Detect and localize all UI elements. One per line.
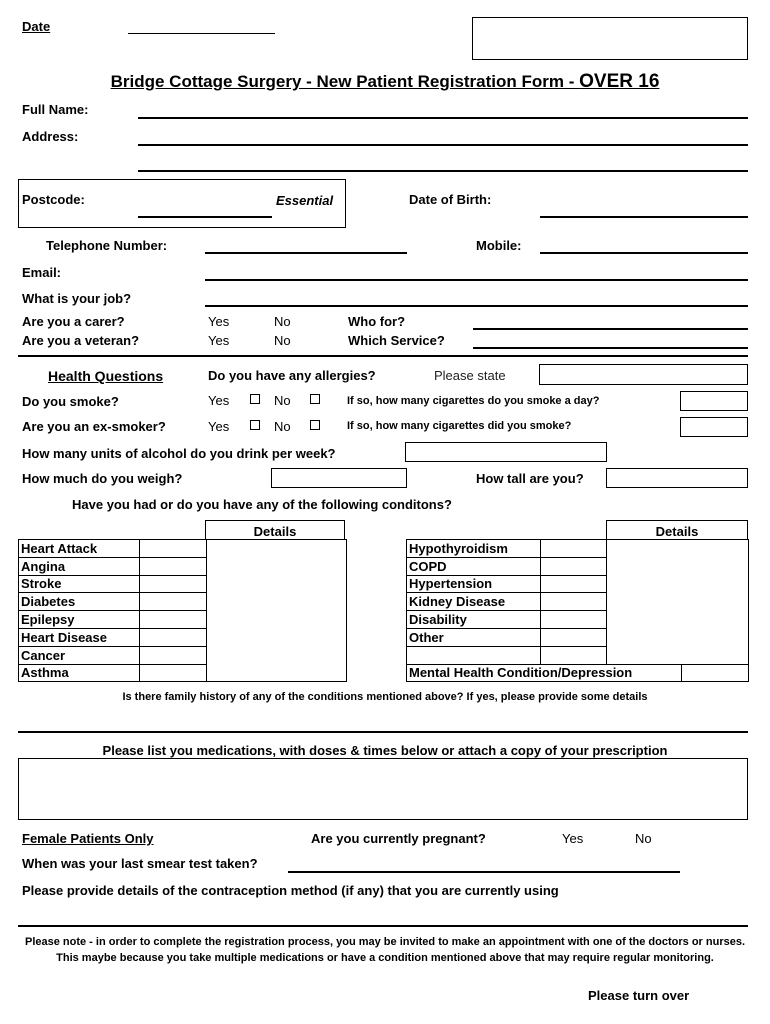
condition-name: Hypertension bbox=[407, 575, 541, 593]
who-for-label: Who for? bbox=[348, 314, 406, 329]
condition-check[interactable] bbox=[541, 540, 607, 558]
condition-check[interactable] bbox=[541, 611, 607, 629]
date-field[interactable] bbox=[128, 33, 275, 34]
condition-name: Asthma bbox=[19, 664, 140, 682]
condition-name: Epilepsy bbox=[19, 611, 140, 629]
mobile-field[interactable] bbox=[540, 252, 748, 254]
veteran-label: Are you a veteran? bbox=[22, 333, 140, 348]
email-label: Email: bbox=[22, 265, 62, 280]
pregnant-no[interactable]: No bbox=[635, 831, 652, 846]
table-row bbox=[407, 540, 749, 558]
condition-name bbox=[407, 646, 541, 664]
condition-check[interactable] bbox=[140, 593, 207, 611]
address-field-line-2[interactable] bbox=[138, 170, 748, 172]
condition-check[interactable] bbox=[541, 628, 607, 646]
table-row bbox=[407, 664, 749, 682]
contraception-field[interactable] bbox=[18, 925, 748, 927]
condition-check[interactable] bbox=[140, 557, 207, 575]
carer-no[interactable]: No bbox=[274, 314, 291, 329]
date-label: Date bbox=[22, 19, 51, 34]
weight-field[interactable] bbox=[271, 468, 407, 488]
job-label: What is your job? bbox=[22, 291, 132, 306]
cigs-did-label: If so, how many cigarettes did you smoke? bbox=[347, 420, 572, 432]
dob-label: Date of Birth: bbox=[409, 192, 492, 207]
condition-check[interactable] bbox=[140, 628, 207, 646]
table-row bbox=[19, 540, 347, 558]
postcode-essential-note: Essential bbox=[276, 193, 334, 208]
veteran-no[interactable]: No bbox=[274, 333, 291, 348]
carer-label: Are you a carer? bbox=[22, 314, 125, 329]
which-service-label: Which Service? bbox=[348, 333, 445, 348]
conditions-question: Have you had or do you have any of the following conditons? bbox=[72, 497, 452, 512]
condition-name: Mental Health Condition/Depression bbox=[407, 664, 682, 682]
condition-name: COPD bbox=[407, 557, 541, 575]
alcohol-field[interactable] bbox=[405, 442, 607, 462]
family-history-label: Is there family history of any of the conditions mentioned above? If yes, please provide some details bbox=[122, 691, 648, 703]
dob-field[interactable] bbox=[540, 216, 748, 218]
postcode-label: Postcode: bbox=[22, 192, 85, 207]
condition-name: Hypothyroidism bbox=[407, 540, 541, 558]
registration-note: Please note - in order to complete the registration process, you may be invited to make an appointment with one of the doctors or nurses. This maybe because you take multiple medications or have a condition mentioned above that may require regular monitoring. bbox=[24, 936, 746, 964]
smoke-no-checkbox[interactable] bbox=[310, 394, 320, 404]
condition-check[interactable] bbox=[541, 557, 607, 575]
veteran-yes[interactable]: Yes bbox=[208, 333, 230, 348]
right-details-cell[interactable] bbox=[607, 540, 749, 665]
cigs-per-day-field[interactable] bbox=[680, 391, 748, 411]
condition-check[interactable] bbox=[541, 646, 607, 664]
height-label: How tall are you? bbox=[476, 471, 584, 486]
full-name-label: Full Name: bbox=[22, 102, 89, 117]
smoke-label: Do you smoke? bbox=[22, 394, 119, 409]
condition-check[interactable] bbox=[541, 575, 607, 593]
who-for-field[interactable] bbox=[473, 328, 748, 330]
postcode-field[interactable] bbox=[138, 216, 272, 218]
ex-smoker-no-checkbox[interactable] bbox=[310, 420, 320, 430]
ex-smoker-yes-checkbox[interactable] bbox=[250, 420, 260, 430]
left-conditions-table bbox=[18, 539, 347, 682]
condition-name: Diabetes bbox=[19, 593, 140, 611]
condition-name: Kidney Disease bbox=[407, 593, 541, 611]
left-details-label: Details bbox=[253, 524, 297, 539]
pregnant-yes[interactable]: Yes bbox=[562, 831, 584, 846]
ex-smoker-yes-label: Yes bbox=[208, 419, 230, 434]
condition-name: Stroke bbox=[19, 575, 140, 593]
condition-name: Angina bbox=[19, 557, 140, 575]
condition-check[interactable] bbox=[140, 540, 207, 558]
family-history-field[interactable] bbox=[18, 731, 748, 733]
condition-check[interactable] bbox=[140, 611, 207, 629]
cigs-did-field[interactable] bbox=[680, 417, 748, 437]
mobile-label: Mobile: bbox=[476, 238, 522, 253]
allergies-label: Do you have any allergies? bbox=[208, 368, 376, 383]
contraception-label: Please provide details of the contraception method (if any) that you are currently using bbox=[22, 883, 559, 898]
female-patients-heading: Female Patients Only bbox=[22, 831, 154, 846]
height-field[interactable] bbox=[606, 468, 748, 488]
left-details-cell[interactable] bbox=[207, 540, 347, 682]
health-questions-heading: Health Questions bbox=[48, 368, 164, 384]
condition-check[interactable] bbox=[140, 664, 207, 682]
smoke-yes-checkbox[interactable] bbox=[250, 394, 260, 404]
condition-name: Cancer bbox=[19, 646, 140, 664]
medications-field[interactable] bbox=[18, 758, 748, 820]
condition-name: Heart Attack bbox=[19, 540, 140, 558]
please-state-label: Please state bbox=[434, 368, 506, 383]
weigh-label: How much do you weigh? bbox=[22, 471, 183, 486]
condition-name: Disability bbox=[407, 611, 541, 629]
which-service-field[interactable] bbox=[473, 347, 748, 349]
office-use-box[interactable] bbox=[472, 17, 748, 60]
section-divider bbox=[18, 355, 748, 357]
condition-check[interactable] bbox=[541, 593, 607, 611]
smear-label: When was your last smear test taken? bbox=[22, 856, 258, 871]
medications-label: Please list you medications, with doses & times below or attach a copy of your prescription bbox=[102, 743, 668, 758]
condition-check[interactable] bbox=[682, 664, 749, 682]
telephone-field[interactable] bbox=[205, 252, 407, 254]
smoke-no-label: No bbox=[274, 393, 291, 408]
right-details-label: Details bbox=[655, 524, 699, 539]
condition-check[interactable] bbox=[140, 575, 207, 593]
right-conditions-table bbox=[406, 539, 749, 682]
full-name-field[interactable] bbox=[138, 117, 748, 119]
page-title: Bridge Cottage Surgery - New Patient Registration Form - OVER 16 bbox=[110, 71, 660, 92]
smear-field[interactable] bbox=[288, 871, 680, 873]
cigs-per-day-label: If so, how many cigarettes do you smoke a day? bbox=[347, 395, 600, 407]
email-field[interactable] bbox=[205, 279, 748, 281]
job-field[interactable] bbox=[205, 305, 748, 307]
allergies-field[interactable] bbox=[539, 364, 748, 385]
alcohol-label: How many units of alcohol do you drink per week? bbox=[22, 446, 336, 461]
ex-smoker-no-label: No bbox=[274, 419, 291, 434]
turn-over-label: Please turn over bbox=[588, 988, 690, 1003]
condition-name: Other bbox=[407, 628, 541, 646]
condition-name: Heart Disease bbox=[19, 628, 140, 646]
condition-check[interactable] bbox=[140, 646, 207, 664]
carer-yes[interactable]: Yes bbox=[208, 314, 230, 329]
smoke-yes-label: Yes bbox=[208, 393, 230, 408]
address-field-line-1[interactable] bbox=[138, 144, 748, 146]
ex-smoker-label: Are you an ex-smoker? bbox=[22, 419, 166, 434]
address-label: Address: bbox=[22, 129, 79, 144]
telephone-label: Telephone Number: bbox=[46, 238, 168, 253]
pregnant-label: Are you currently pregnant? bbox=[311, 831, 486, 846]
